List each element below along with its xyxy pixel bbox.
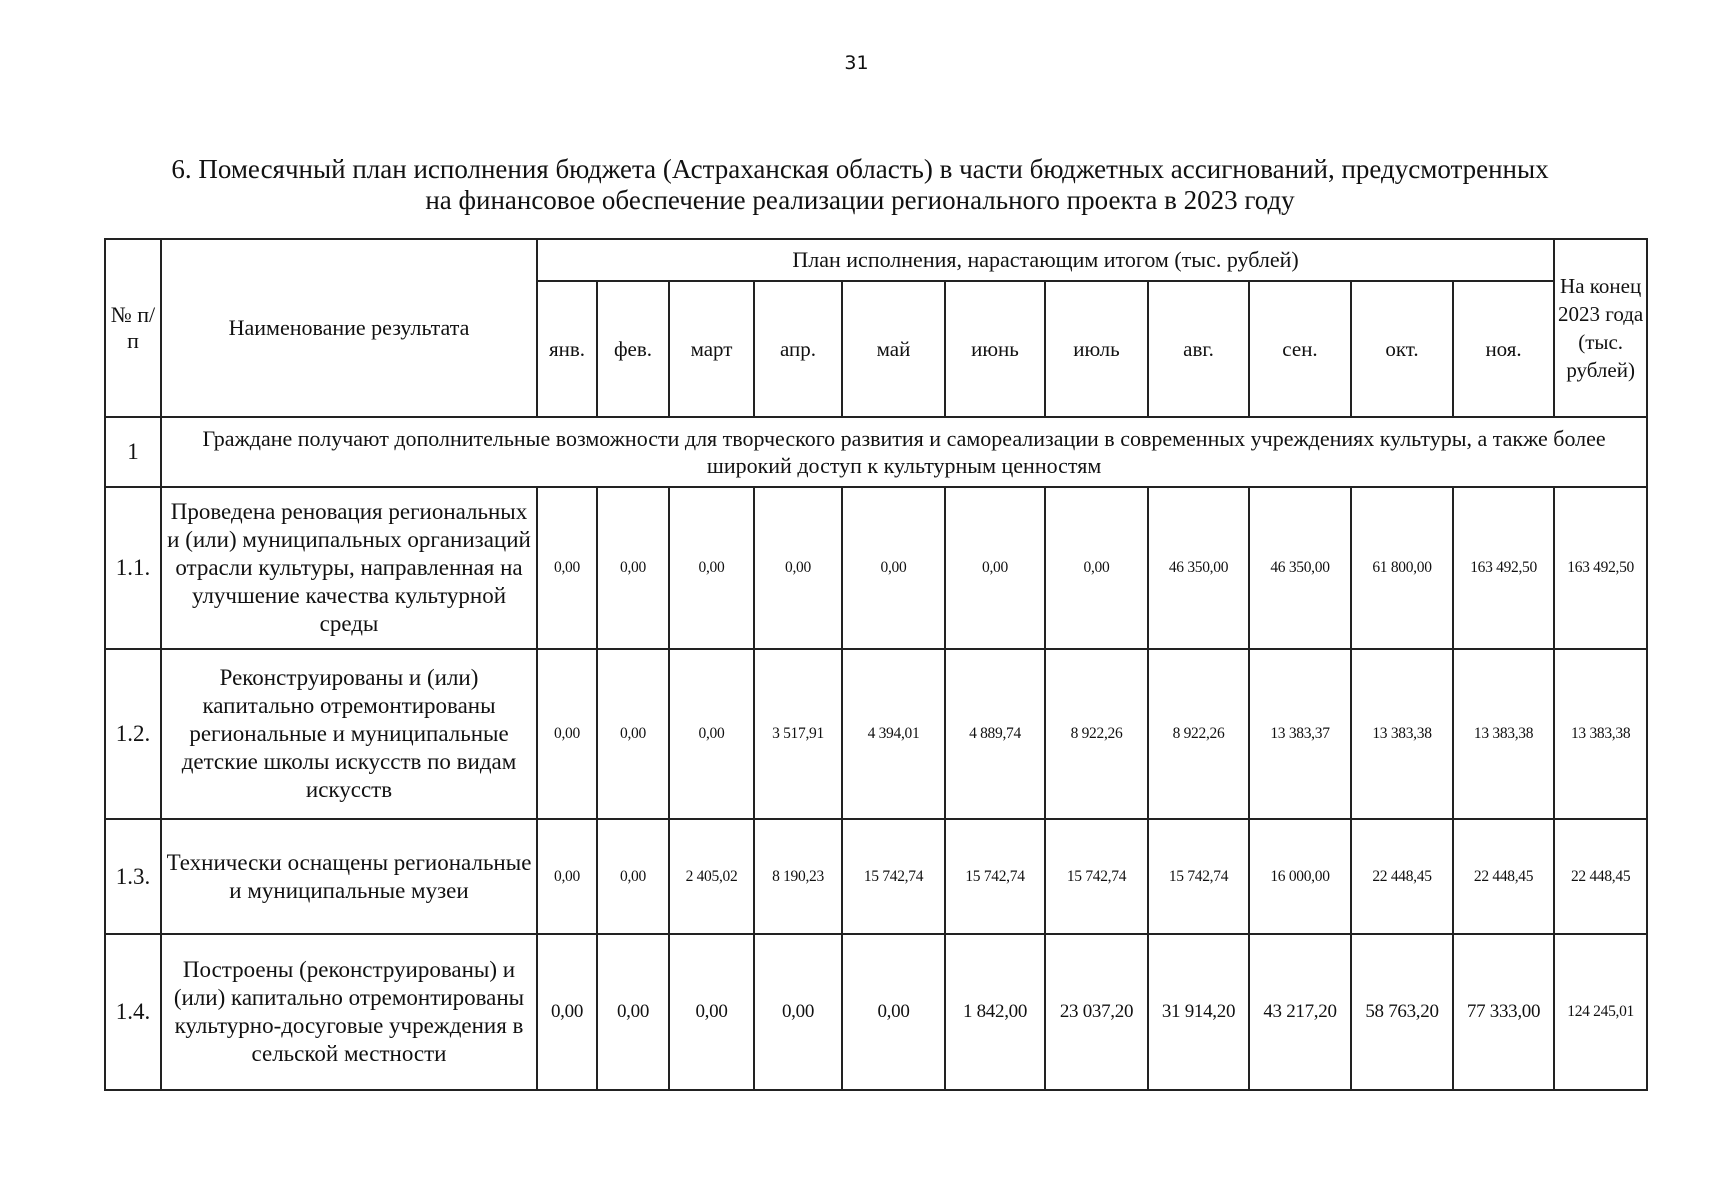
budget-plan-table bbox=[104, 238, 1648, 1091]
value-cell: 0,00 bbox=[597, 934, 669, 1090]
header-plan: План исполнения, нарастающим итогом (тыс. рублей) bbox=[537, 239, 1554, 281]
value-cell: 8 922,26 bbox=[1045, 649, 1148, 819]
month-header: янв. bbox=[537, 281, 597, 417]
month-header: фев. bbox=[597, 281, 669, 417]
header-name: Наименование результата bbox=[161, 239, 537, 417]
value-cell: 43 217,20 bbox=[1249, 934, 1351, 1090]
value-cell: 0,00 bbox=[537, 487, 597, 649]
value-cell: 4 394,01 bbox=[842, 649, 945, 819]
row-name: Построены (реконструированы) и (или) капитально отремонтированы культурно-досуговые учреждения в сельской местности bbox=[161, 934, 537, 1090]
page-number: 31 bbox=[844, 52, 869, 74]
value-cell: 3 517,91 bbox=[754, 649, 842, 819]
value-cell: 22 448,45 bbox=[1554, 819, 1647, 934]
value-cell: 61 800,00 bbox=[1351, 487, 1453, 649]
value-cell: 22 448,45 bbox=[1453, 819, 1554, 934]
row-name: Проведена реновация региональных и (или) муниципальных организаций отрасли культуры, направленная на улучшение качества культурной среды bbox=[161, 487, 537, 649]
group-text: Граждане получают дополнительные возможности для творческого развития и самореализации в современных учреждениях культуры, а также более широкий доступ к культурным ценностям bbox=[161, 417, 1647, 487]
value-cell: 0,00 bbox=[669, 649, 754, 819]
value-cell: 2 405,02 bbox=[669, 819, 754, 934]
table-row bbox=[105, 649, 1647, 819]
table-row bbox=[105, 487, 1647, 649]
group-num: 1 bbox=[105, 417, 161, 487]
month-header: май bbox=[842, 281, 945, 417]
value-cell: 22 448,45 bbox=[1351, 819, 1453, 934]
row-name: Технически оснащены региональные и муниципальные музеи bbox=[161, 819, 537, 934]
table-row bbox=[105, 819, 1647, 934]
value-cell: 15 742,74 bbox=[1148, 819, 1249, 934]
value-cell: 0,00 bbox=[597, 649, 669, 819]
value-cell: 1 842,00 bbox=[945, 934, 1045, 1090]
page-title bbox=[110, 154, 1610, 216]
value-cell: 124 245,01 bbox=[1554, 934, 1647, 1090]
value-cell: 46 350,00 bbox=[1249, 487, 1351, 649]
month-header: апр. bbox=[754, 281, 842, 417]
value-cell: 8 922,26 bbox=[1148, 649, 1249, 819]
value-cell: 13 383,38 bbox=[1453, 649, 1554, 819]
month-header: авг. bbox=[1148, 281, 1249, 417]
value-cell: 46 350,00 bbox=[1148, 487, 1249, 649]
value-cell: 0,00 bbox=[537, 819, 597, 934]
value-cell: 0,00 bbox=[597, 819, 669, 934]
value-cell: 0,00 bbox=[754, 934, 842, 1090]
value-cell: 0,00 bbox=[842, 487, 945, 649]
value-cell: 13 383,38 bbox=[1351, 649, 1453, 819]
group-row bbox=[105, 417, 1647, 487]
table-row bbox=[105, 934, 1647, 1090]
month-header: июль bbox=[1045, 281, 1148, 417]
value-cell: 15 742,74 bbox=[1045, 819, 1148, 934]
month-header: сен. bbox=[1249, 281, 1351, 417]
row-num: 1.2. bbox=[105, 649, 161, 819]
row-num: 1.3. bbox=[105, 819, 161, 934]
value-cell: 23 037,20 bbox=[1045, 934, 1148, 1090]
value-cell: 0,00 bbox=[945, 487, 1045, 649]
title-line-2: на финансовое обеспечение реализации регионального проекта в 2023 году bbox=[425, 185, 1295, 215]
value-cell: 0,00 bbox=[842, 934, 945, 1090]
value-cell: 13 383,38 bbox=[1554, 649, 1647, 819]
header-num: № п/п bbox=[105, 239, 161, 417]
row-name: Реконструированы и (или) капитально отремонтированы региональные и муниципальные детские школы искусств по видам искусств bbox=[161, 649, 537, 819]
row-num: 1.1. bbox=[105, 487, 161, 649]
value-cell: 0,00 bbox=[669, 487, 754, 649]
month-header: июнь bbox=[945, 281, 1045, 417]
value-cell: 163 492,50 bbox=[1554, 487, 1647, 649]
title-line-1: 6. Помесячный план исполнения бюджета (Астраханская область) в части бюджетных ассигнований, предусмотренных bbox=[171, 154, 1549, 184]
value-cell: 0,00 bbox=[597, 487, 669, 649]
value-cell: 58 763,20 bbox=[1351, 934, 1453, 1090]
month-header: ноя. bbox=[1453, 281, 1554, 417]
value-cell: 8 190,23 bbox=[754, 819, 842, 934]
month-header: март bbox=[669, 281, 754, 417]
value-cell: 0,00 bbox=[537, 649, 597, 819]
month-header: окт. bbox=[1351, 281, 1453, 417]
value-cell: 0,00 bbox=[1045, 487, 1148, 649]
row-num: 1.4. bbox=[105, 934, 161, 1090]
header-end-year: На конец 2023 года (тыс. рублей) bbox=[1554, 239, 1647, 417]
value-cell: 77 333,00 bbox=[1453, 934, 1554, 1090]
value-cell: 0,00 bbox=[537, 934, 597, 1090]
value-cell: 15 742,74 bbox=[842, 819, 945, 934]
value-cell: 163 492,50 bbox=[1453, 487, 1554, 649]
value-cell: 0,00 bbox=[754, 487, 842, 649]
value-cell: 13 383,37 bbox=[1249, 649, 1351, 819]
value-cell: 15 742,74 bbox=[945, 819, 1045, 934]
value-cell: 16 000,00 bbox=[1249, 819, 1351, 934]
value-cell: 31 914,20 bbox=[1148, 934, 1249, 1090]
value-cell: 0,00 bbox=[669, 934, 754, 1090]
value-cell: 4 889,74 bbox=[945, 649, 1045, 819]
